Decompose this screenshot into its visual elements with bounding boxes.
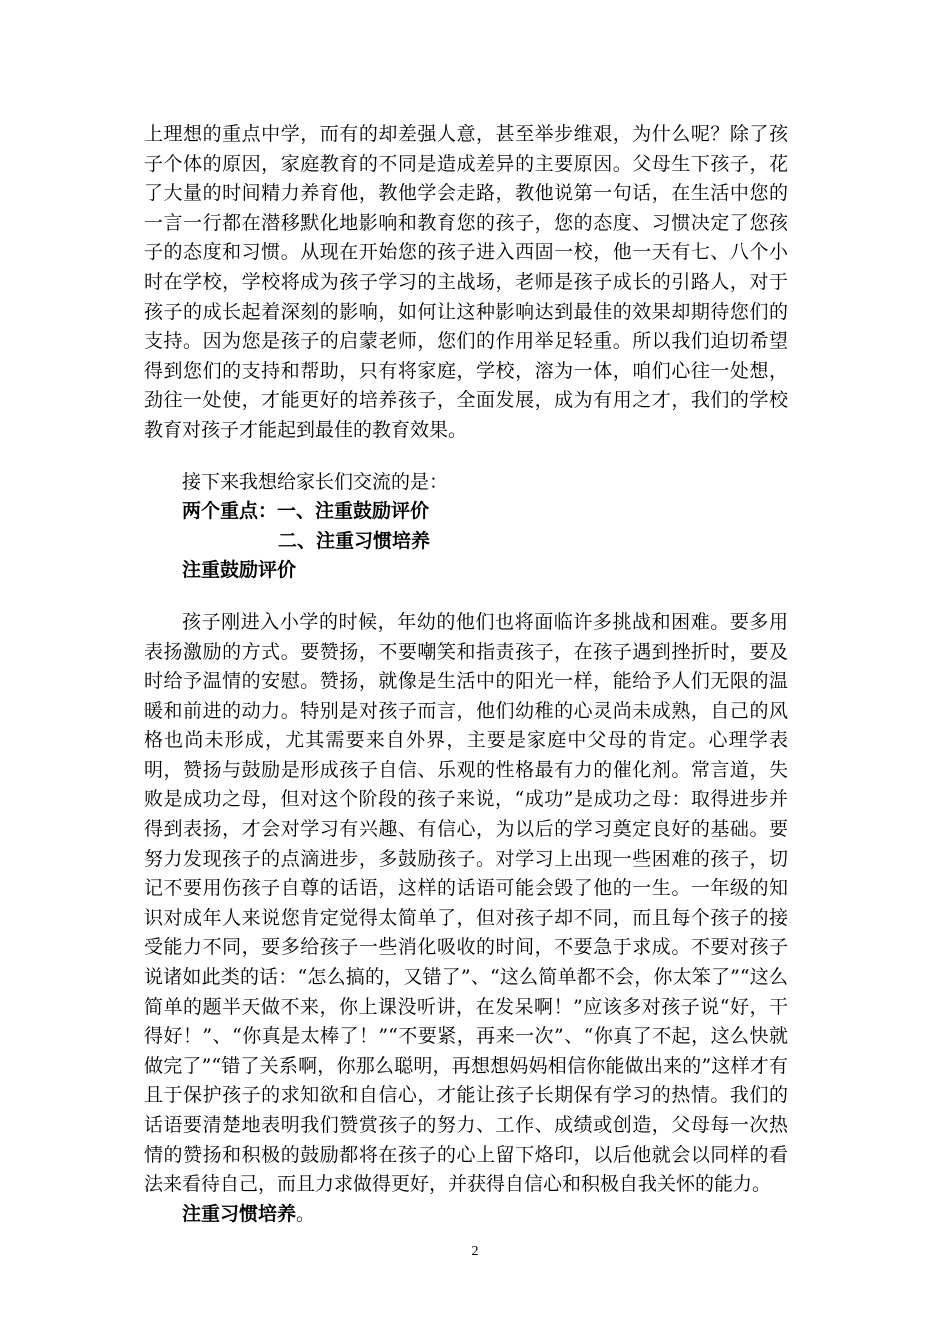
document-page: [144, 120, 788, 1229]
transition-line: 接下来我想给家长们交流的是：: [182, 470, 449, 493]
section-heading-habits-text: 注重习惯培养: [182, 1202, 297, 1225]
intro-paragraph: 上理想的重点中学，而有的却差强人意，甚至举步维艰，为什么呢？除了孩子个体的原因，家庭教育的不同是造成差异的主要原因。父母生下孩子，花了大量的时间精力养育他，教他学会走路，教他说第一句话，在生活中您的一言一行都在潜移默化地影响和教育您的孩子，您的态度、习惯决定了您孩子的态度和习惯。从现在开始您的孩子进入西固一校，他一天有七、八个小时在学校，学校将成为孩子学习的主战场，老师是孩子成长的引路人，对于孩子的成长起着深刻的影响，如何让这种影响达到最佳的效果却期待您们的支持。因为您是孩子的启蒙老师，您们的作用举足轻重。所以我们迫切希望得到您们的支持和帮助，只有将家庭，学校，溶为一体，咱们心往一处想，劲往一处使，才能更好的培养孩子，全面发展，成为有用之才，我们的学校教育对孩子才能起到最佳的教育效果。: [144, 123, 788, 441]
key-points-line-2: 二、注重习惯培养: [278, 529, 431, 552]
section-body-encouragement: 孩子刚进入小学的时候，年幼的他们也将面临许多挑战和困难。要多用表扬激励的方式。要赞扬，不要嘲笑和指责孩子，在孩子遇到挫折时，要及时给予温情的安慰。赞扬，就像是生活中的阳光一样，能给予人们无限的温暖和前进的动力。特别是对孩子而言，他们幼稚的心灵尚未成熟，自己的风格也尚未形成，尤其需要来自外界，主要是家庭中父母的肯定。心理学表明，赞扬与鼓励是形成孩子自信、乐观的性格最有力的催化剂。常言道，失败是成功之母，但对这个阶段的孩子来说，“成功”是成功之母：取得进步并得到表扬，才会对学习有兴趣、有信心，为以后的学习奠定良好的基础。要努力发现孩子的点滴进步，多鼓励孩子。对学习上出现一些困难的孩子，切记不要用伤孩子自尊的话语，这样的话语可能会毁了他的一生。一年级的知识对成年人来说您肯定觉得太简单了，但对孩子却不同，而且每个孩子的接受能力不同，要多给孩子一些消化吸收的时间，不要急于求成。不要对孩子说诸如此类的话：“怎么搞的，又错了”、“这么简单都不会，你太笨了”“这么简单的题半天做不来，你上课没听讲，在发呆啊！”应该多对孩子说“好，干得好！”、“你真是太棒了！”“不要紧，再来一次”、“你真了不起，这么快就做完了”“错了关系啊，你那么聪明，再想想妈妈相信你能做出来的”这样才有且于保护孩子的求知欲和自信心，才能让孩子长期保有学习的热情。我们的话语要清楚地表明我们赞赏孩子的努力、工作、成绩或创造，父母每一次热情的赞扬和积极的鼓励都将在孩子的心上留下烙印，以后他就会以同样的看法来看待自己，而且力求做得更好，并获得自信心和积极自我关怀的能力。: [144, 610, 788, 1196]
section-heading-habits-suffix: 。: [296, 1202, 316, 1225]
section-heading-habits: [144, 1200, 788, 1230]
section-heading-encouragement: 注重鼓励评价: [182, 559, 297, 582]
key-points-line-1: 两个重点：一、注重鼓励评价: [182, 500, 430, 523]
page-number: 2: [471, 1244, 479, 1259]
